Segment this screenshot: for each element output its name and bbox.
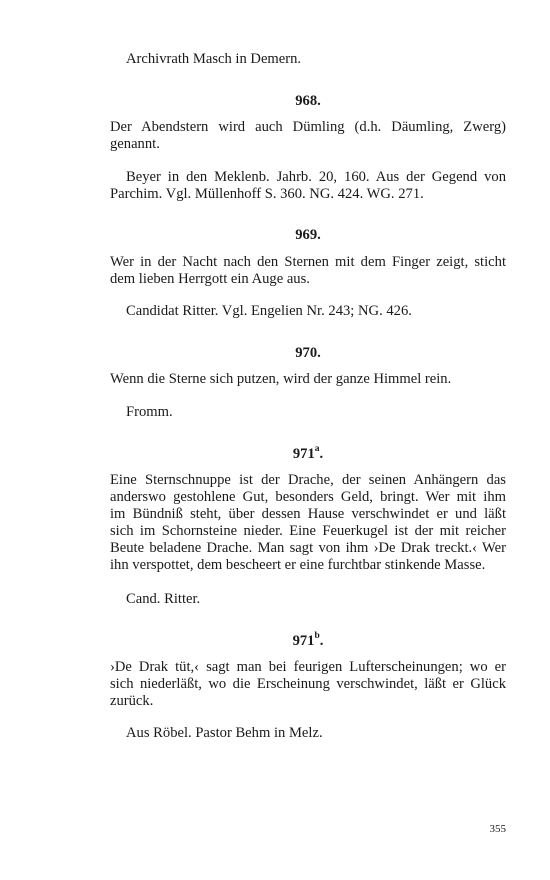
entry-prev-source <box>110 51 506 68</box>
text-line: zurück. <box>110 693 154 709</box>
source-line: Cand. Ritter. <box>126 591 201 607</box>
source-line: Fromm. <box>126 404 173 420</box>
text-line: anderswo gestohlene Gut, besonders Geld, bringt. Wer mit ihm <box>110 489 506 505</box>
entry-970-number: 970. <box>295 345 321 361</box>
entry-969-source <box>110 303 506 320</box>
source-line: Parchim. Vgl. Müllenhoff S. 360. NG. 424. WG. 271. <box>110 186 424 202</box>
text-line: genannt. <box>110 136 160 152</box>
text-line: ›De Drak tüt,‹ sagt man bei feurigen Lufterscheinungen; wo er <box>110 659 506 675</box>
entry-970-text <box>110 371 506 388</box>
entry-969-number: 969. <box>295 227 321 243</box>
entry-971a-number: 971$^a$. <box>292 444 324 462</box>
number-superscript: a <box>314 444 320 455</box>
entry-971b-source <box>110 725 506 742</box>
entry-968-text <box>110 119 506 153</box>
entry-971b-number: 971$^b$. <box>292 631 324 649</box>
entry-970-source <box>110 404 506 421</box>
entry-968-number: 968. <box>295 93 321 109</box>
text-line: Beute beladene Drache. Man sagt von ihm ›De Drak treckt.‹ Wer <box>110 540 506 556</box>
source-line: Candidat Ritter. Vgl. Engelien Nr. 243; NG. 426. <box>126 303 412 319</box>
source-line: Beyer in den Meklenb. Jahrb. 20, 160. Aus der Gegend von <box>126 169 506 185</box>
text-line: im Bündniß steht, über dessen Hause verschwindet er und läßt <box>110 506 506 522</box>
number-superscript: b <box>314 631 320 642</box>
text-line: sich im Schornsteine nieder. Eine Feuerkugel ist der mit reicher <box>110 523 506 539</box>
text-line: Der Abendstern wird auch Dümling (d.h. Däumling, Zwerg) <box>110 119 506 135</box>
text-line: Wenn die Sterne sich putzen, wird der ganze Himmel rein. <box>110 371 452 387</box>
text-line: Eine Sternschnuppe ist der Drache, der seinen Anhängern das <box>110 472 506 488</box>
text-line: dem lieben Herrgott ein Auge aus. <box>110 271 310 287</box>
page-number: 355 <box>489 823 506 835</box>
text-line: Wer in der Nacht nach den Sternen mit dem Finger zeigt, sticht <box>110 254 506 270</box>
entry-968-source <box>110 169 506 203</box>
entry-969-text <box>110 254 506 288</box>
source-line: Archivrath Masch in Demern. <box>126 51 302 67</box>
text-line: sich niederläßt, wo die Erscheinung verschwindet, läßt er Glück <box>110 676 506 692</box>
text-line: ihn verspottet, dem bescheert er eine furchtbar stinkende Masse. <box>110 557 486 573</box>
source-line: Aus Röbel. Pastor Behm in Melz. <box>126 725 323 741</box>
entry-971b-text <box>110 659 506 710</box>
entry-971a-source <box>110 591 506 608</box>
entry-971a-text <box>110 472 506 574</box>
